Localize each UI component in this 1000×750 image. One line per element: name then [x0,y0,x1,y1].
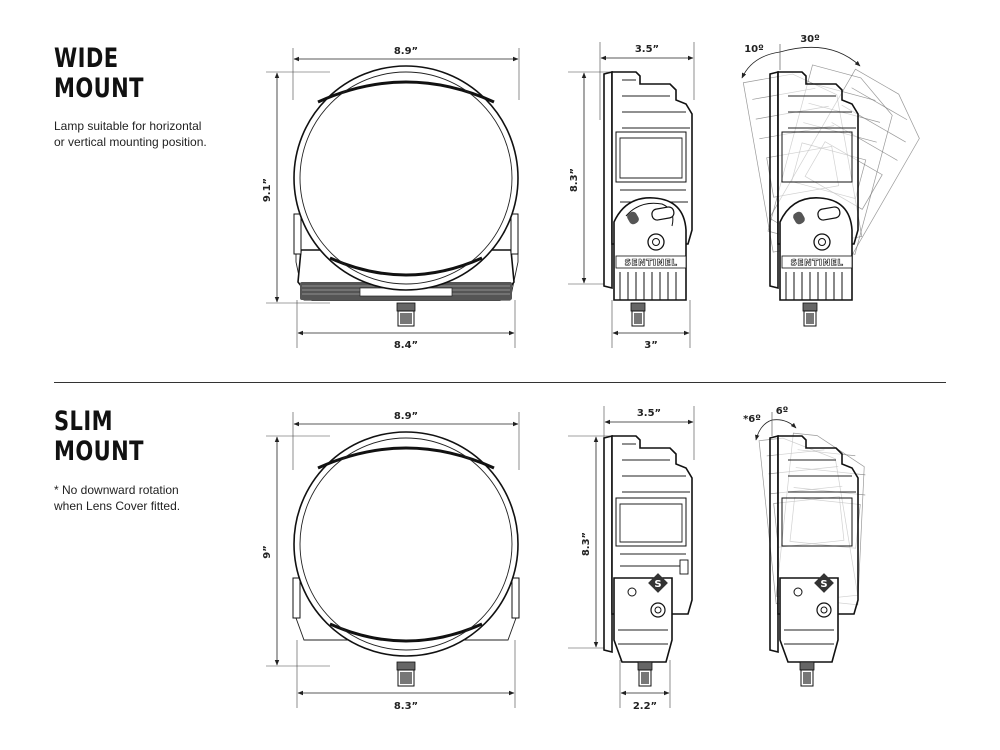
slim-front-view [262,411,519,712]
slim-side-base-label: 2.2” [632,701,658,712]
wide-tilt-up-label: 30º [800,34,820,45]
wide-rotation-view [742,34,933,326]
slim-front-base-width-label: 8.3” [393,701,419,712]
slim-tilt-down-label: *6º [743,414,761,425]
wide-front-height-label: 9.1” [262,177,273,203]
slim-rotation-view [743,406,875,686]
slim-desc-line1: * No downward rotation [54,483,179,497]
wide-front-width-label: 8.9” [393,46,419,57]
wide-side-view [568,42,694,351]
slim-title-line1: SLIM [54,406,113,437]
slim-side-height-label: 8.3” [581,531,592,557]
wide-title-line1: WIDE [54,43,119,74]
wide-side-brand-text: SENTINEL [624,258,678,269]
wide-rotation-brand-text: SENTINEL [790,258,844,269]
svg-text:S: S [654,579,662,590]
wide-title-line2: MOUNT [54,73,144,104]
wide-desc-line1: Lamp suitable for horizontal [54,119,202,133]
slim-front-width-label: 8.9” [393,411,419,422]
wide-side-depth-label: 3.5” [634,44,660,55]
wide-front-view [262,46,519,351]
svg-text:S: S [820,579,828,590]
wide-desc-line2: or vertical mounting position. [54,135,207,149]
slim-tilt-up-label: 6º [775,406,789,417]
wide-tilt-down-label: 10º [744,44,764,55]
slim-front-height-label: 9” [262,545,273,559]
slim-title-line2: MOUNT [54,436,144,467]
slim-side-depth-label: 3.5” [636,408,662,419]
wide-side-height-label: 8.3” [569,167,580,193]
wide-front-base-width-label: 8.4” [393,340,419,351]
wide-side-base-label: 3” [644,340,658,351]
slim-side-view [568,406,694,712]
slim-desc-line2: when Lens Cover fitted. [54,499,181,513]
